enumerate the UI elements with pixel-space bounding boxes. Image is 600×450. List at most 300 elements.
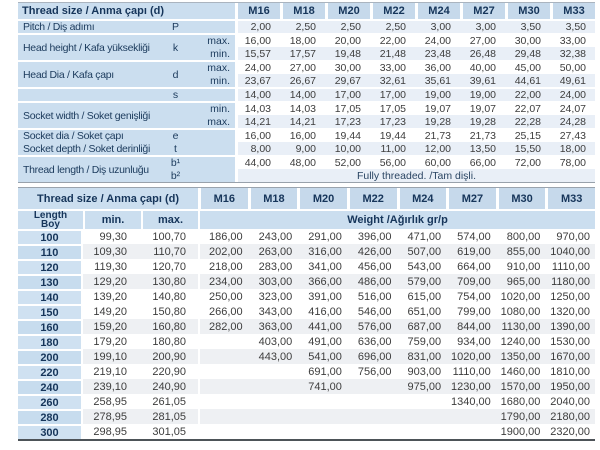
weight-value: 741,00 [297, 379, 347, 394]
length-value: 200 [18, 349, 83, 364]
min-length-value: 258,95 [93, 395, 127, 408]
weight-row-260 [18, 394, 595, 409]
weight-row-130 [18, 274, 595, 289]
weight-value [347, 424, 397, 439]
col-header-m22: M22 [370, 3, 415, 19]
spec-value: 8,00 [235, 142, 280, 155]
weight-value [198, 349, 248, 364]
spec-value: 24,07 [550, 101, 595, 115]
spec-row-label [18, 87, 160, 101]
weight-row-280 [18, 409, 595, 424]
spec-value: 21,73 [415, 128, 460, 142]
spec-value: 17,23 [370, 115, 415, 128]
spec-value: 17,05 [325, 101, 370, 115]
dimension-spec-table [18, 2, 595, 183]
spec-value: 16,00 [235, 33, 280, 47]
weight-value: 756,00 [357, 365, 392, 378]
spec-value: 13,50 [460, 142, 505, 155]
spec-value: 14,21 [235, 115, 280, 128]
max-length-value: 100,70 [152, 230, 187, 243]
min-length-value: 99,30 [99, 230, 127, 243]
weight-value: 1130,00 [496, 319, 546, 334]
spec-value: 27,00 [280, 60, 325, 74]
weight-value: 1900,00 [500, 425, 541, 438]
weight-row-120 [18, 259, 595, 274]
spec-value: 48,00 [280, 155, 325, 169]
weight-value: 1110,00 [452, 365, 491, 378]
spec-subrow-label [191, 128, 235, 142]
weight-value: 1250,00 [550, 290, 591, 303]
weight-value: 546,00 [357, 305, 392, 318]
spec-value: 26,48 [460, 47, 505, 60]
weight-value [198, 379, 248, 394]
spec-row-label: Socket width / Soket genişliği [18, 101, 160, 128]
weight-table [18, 187, 595, 441]
weight-band-header: Weight /Ağırlık gr/p [198, 209, 595, 229]
spec-value: 14,21 [280, 115, 325, 128]
spec-value: 19,28 [460, 115, 505, 128]
weight-value [446, 424, 496, 439]
weight-value: 1110,00 [551, 260, 591, 273]
spec-value: 30,00 [325, 60, 370, 74]
spec-value: 20,00 [325, 33, 370, 47]
spec-value: 10,00 [325, 142, 370, 155]
spec-value: 27,00 [460, 33, 505, 47]
spec-subrow-label: max. [191, 115, 235, 128]
length-value: 160 [18, 319, 83, 334]
weight-value: 664,00 [457, 260, 491, 273]
col-header-m24: M24 [415, 3, 460, 19]
col-header-m30: M30 [505, 3, 550, 19]
weight-value [198, 409, 248, 424]
weight-row-200 [18, 349, 595, 364]
spec-value: 17,57 [280, 47, 325, 60]
spec-value: 24,00 [415, 33, 460, 47]
weight-value: 416,00 [308, 305, 342, 318]
spec-subrow-label: min. [191, 47, 235, 60]
weight-value [297, 424, 347, 439]
weight-value: 263,00 [248, 244, 298, 259]
weight-value: 441,00 [297, 319, 347, 334]
length-value: 280 [18, 409, 83, 424]
spec-value: 52,00 [325, 155, 370, 169]
spec-subrow-label [191, 169, 235, 182]
weight-value: 243,00 [258, 230, 293, 243]
weight-header-row [18, 188, 595, 209]
spec-row-10 [18, 155, 595, 169]
weight-value: 1390,00 [545, 319, 595, 334]
spec-row-3 [18, 60, 595, 74]
weight-value: 1240,00 [500, 335, 541, 348]
spec-value: 21,48 [370, 47, 415, 60]
weight-value: 366,00 [297, 274, 347, 289]
weight-row-150 [18, 304, 595, 319]
weight-value [297, 394, 347, 409]
spec-value: 23,48 [415, 47, 460, 60]
spec-row-label: Head Dia / Kafa çapı [18, 60, 160, 87]
spec-row-6 [18, 101, 595, 115]
spec-value: 23,67 [235, 74, 280, 87]
weight-value: 651,00 [407, 305, 442, 318]
min-length-value: 149,20 [93, 305, 127, 318]
length-column-header [18, 209, 83, 229]
weight-value [198, 394, 248, 409]
weight-value: 910,00 [506, 260, 541, 273]
weight-value [198, 334, 248, 349]
weight-row-110 [18, 244, 595, 259]
length-label-tr: Boy [41, 219, 60, 229]
weight-value: 1340,00 [451, 395, 491, 408]
min-length-value: 298,95 [93, 425, 127, 438]
weight-value: 1530,00 [550, 335, 591, 348]
fully-threaded-note: Fully threaded. /Tam dişli. [235, 169, 595, 182]
length-value: 180 [18, 334, 83, 349]
max-length-value: 150,80 [152, 305, 187, 318]
spec-value: 39,61 [460, 74, 505, 87]
spec-value: 44,00 [235, 155, 280, 169]
spec-symbol: b² [160, 169, 191, 182]
spec-value: 2,00 [235, 19, 280, 33]
weight-value: 619,00 [446, 244, 496, 259]
spec-value: 26,67 [280, 74, 325, 87]
min-length-value: 179,20 [93, 335, 127, 348]
weight-col-header-m33: M33 [545, 188, 595, 209]
min-length-value: 119,30 [94, 260, 127, 273]
spec-value: 3,50 [505, 19, 550, 33]
spec-value: 72,00 [505, 155, 550, 169]
weight-value: 266,00 [198, 304, 248, 319]
max-length-value: 130,80 [141, 274, 198, 289]
weight-value: 1680,00 [500, 395, 541, 408]
weight-value: 303,00 [248, 274, 298, 289]
weight-value: 218,00 [198, 259, 248, 274]
weight-value: 341,00 [308, 260, 342, 273]
spec-value: 21,73 [460, 128, 505, 142]
weight-value: 471,00 [407, 230, 442, 243]
min-length-value: 139,20 [93, 290, 127, 303]
max-length-value: 240,90 [141, 379, 198, 394]
weight-value: 323,00 [258, 290, 293, 303]
spec-value: 60,00 [415, 155, 460, 169]
weight-value: 1810,00 [550, 365, 591, 378]
weight-value: 831,00 [397, 349, 447, 364]
weight-value: 970,00 [556, 230, 591, 243]
weight-value: 1040,00 [545, 244, 595, 259]
weight-value [248, 364, 298, 379]
weight-value: 456,00 [357, 260, 392, 273]
weight-value: 1460,00 [500, 365, 541, 378]
col-header-m16: M16 [235, 3, 280, 19]
weight-value: 696,00 [347, 349, 397, 364]
length-value: 220 [18, 364, 83, 379]
spec-corner-label: Thread size / Anma çapı (d) [18, 3, 235, 19]
weight-value [347, 379, 397, 394]
weight-value: 486,00 [347, 274, 397, 289]
weight-value: 516,00 [357, 290, 392, 303]
max-column-header: max. [141, 209, 198, 229]
spec-subrow-label: min. [191, 101, 235, 115]
col-header-m20: M20 [325, 3, 370, 19]
spec-subrow-label [191, 155, 235, 169]
weight-subheader-row [18, 209, 595, 229]
weight-value: 1670,00 [545, 349, 595, 364]
spec-value: 19,07 [415, 101, 460, 115]
spec-value: 40,00 [460, 60, 505, 74]
spec-value: 18,00 [550, 142, 595, 155]
weight-value: 636,00 [357, 335, 392, 348]
spec-value: 11,00 [370, 142, 415, 155]
spec-value: 14,03 [235, 101, 280, 115]
min-length-value: 159,20 [83, 319, 141, 334]
spec-value: 17,23 [325, 115, 370, 128]
spec-value: 45,00 [505, 60, 550, 74]
spec-symbol: d [160, 60, 191, 87]
weight-table-body [18, 188, 595, 439]
weight-value: 1790,00 [496, 409, 546, 424]
weight-value: 1020,00 [446, 349, 496, 364]
weight-value [248, 424, 298, 439]
weight-value [397, 424, 447, 439]
weight-value: 855,00 [496, 244, 546, 259]
weight-value: 1080,00 [500, 305, 541, 318]
spec-value: 29,67 [325, 74, 370, 87]
spec-symbol: P [160, 19, 191, 33]
weight-value: 1230,00 [446, 379, 496, 394]
weight-col-header-m30: M30 [496, 188, 546, 209]
weight-value: 1950,00 [545, 379, 595, 394]
spec-value: 22,00 [505, 87, 550, 101]
length-value: 300 [18, 424, 83, 439]
weight-value: 2180,00 [545, 409, 595, 424]
spec-value: 24,28 [550, 115, 595, 128]
length-value: 140 [18, 289, 83, 304]
spec-row-9 [18, 142, 595, 155]
spec-row-1 [18, 33, 595, 47]
weight-value: 2040,00 [550, 395, 591, 408]
spec-value: 33,00 [550, 33, 595, 47]
weight-row-300 [18, 424, 595, 439]
spec-row-label: Head height / Kafa yüksekliği [18, 33, 160, 60]
spec-value: 19,07 [460, 101, 505, 115]
col-header-m18: M18 [280, 3, 325, 19]
weight-value: 754,00 [457, 290, 491, 303]
weight-value: 2320,00 [550, 425, 591, 438]
weight-value [248, 379, 298, 394]
spec-symbol: b¹ [160, 155, 191, 169]
length-value: 260 [18, 394, 83, 409]
max-length-value: 180,80 [152, 335, 187, 348]
spec-value: 2,50 [280, 19, 325, 33]
spec-row-0 [18, 19, 595, 33]
weight-value [347, 394, 397, 409]
spec-row-5 [18, 87, 595, 101]
weight-value [397, 409, 447, 424]
weight-value: 759,00 [407, 335, 442, 348]
spec-value: 36,00 [415, 60, 460, 74]
dimension-spec-body [18, 3, 595, 182]
spec-value: 49,61 [550, 74, 595, 87]
spec-value: 24,00 [235, 60, 280, 74]
weight-value [397, 394, 447, 409]
weight-value: 186,00 [198, 229, 248, 244]
weight-value: 799,00 [457, 305, 491, 318]
weight-row-180 [18, 334, 595, 349]
spec-subrow-label: min. [191, 74, 235, 87]
weight-value [347, 409, 397, 424]
spec-symbol: e [160, 128, 191, 142]
max-length-value: 220,90 [152, 365, 187, 378]
spec-value: 14,00 [235, 87, 280, 101]
spec-value: 9,00 [280, 142, 325, 155]
spec-subrow-label [191, 87, 235, 101]
weight-value: 234,00 [198, 274, 248, 289]
max-length-value: 301,05 [152, 425, 187, 438]
spec-value: 19,00 [460, 87, 505, 101]
weight-col-header-m27: M27 [446, 188, 496, 209]
weight-col-header-m20: M20 [297, 188, 347, 209]
max-length-value: 160,80 [141, 319, 198, 334]
spec-row-label: Socket dia / Soket çapı [18, 128, 160, 142]
spec-subrow-label [191, 142, 235, 155]
max-length-value: 200,90 [141, 349, 198, 364]
weight-row-140 [18, 289, 595, 304]
weight-value: 709,00 [446, 274, 496, 289]
spec-value: 29,48 [505, 47, 550, 60]
weight-value: 443,00 [248, 349, 298, 364]
weight-value: 202,00 [198, 244, 248, 259]
weight-corner-label: Thread size / Anma çapı (d) [18, 188, 198, 209]
spec-value: 18,00 [280, 33, 325, 47]
spec-value: 19,44 [370, 128, 415, 142]
weight-value: 579,00 [397, 274, 447, 289]
spec-subrow-label: max. [191, 33, 235, 47]
length-value: 120 [18, 259, 83, 274]
length-value: 130 [18, 274, 83, 289]
weight-value: 687,00 [397, 319, 447, 334]
weight-value [198, 424, 248, 439]
weight-row-160 [18, 319, 595, 334]
spec-value: 19,28 [415, 115, 460, 128]
min-length-value: 109,30 [83, 244, 141, 259]
spec-row-8 [18, 128, 595, 142]
spec-value: 19,44 [325, 128, 370, 142]
weight-value: 1350,00 [496, 349, 546, 364]
spec-value: 22,28 [505, 115, 550, 128]
weight-value: 1020,00 [500, 290, 541, 303]
spec-value: 25,15 [505, 128, 550, 142]
weight-value: 283,00 [258, 260, 293, 273]
weight-value: 316,00 [297, 244, 347, 259]
length-value: 150 [18, 304, 83, 319]
weight-value: 363,00 [248, 319, 298, 334]
weight-value: 934,00 [457, 335, 491, 348]
max-length-value: 140,80 [152, 290, 187, 303]
weight-value: 391,00 [308, 290, 342, 303]
spec-symbol [160, 101, 191, 128]
spec-value: 50,00 [550, 60, 595, 74]
weight-value: 396,00 [357, 230, 392, 243]
weight-value [446, 409, 496, 424]
weight-value: 250,00 [198, 289, 248, 304]
spec-value: 24,00 [550, 87, 595, 101]
spec-value: 32,61 [370, 74, 415, 87]
spec-value: 12,00 [415, 142, 460, 155]
spec-value: 22,07 [505, 101, 550, 115]
max-length-value: 120,70 [152, 260, 187, 273]
weight-value [248, 409, 298, 424]
spec-value: 17,05 [370, 101, 415, 115]
weight-row-220 [18, 364, 595, 379]
spec-value: 15,57 [235, 47, 280, 60]
weight-value: 965,00 [496, 274, 546, 289]
min-length-value: 278,95 [83, 409, 141, 424]
spec-value: 14,00 [280, 87, 325, 101]
weight-value [198, 364, 248, 379]
spec-value: 27,43 [550, 128, 595, 142]
weight-value: 507,00 [397, 244, 447, 259]
spec-value: 19,00 [415, 87, 460, 101]
weight-value: 1570,00 [496, 379, 546, 394]
weight-col-header-m22: M22 [347, 188, 397, 209]
spec-symbol: t [160, 142, 191, 155]
length-label-en: Length [33, 210, 68, 221]
col-header-m33: M33 [550, 3, 595, 19]
weight-value: 343,00 [258, 305, 293, 318]
weight-value: 282,00 [198, 319, 248, 334]
spec-value: 17,00 [370, 87, 415, 101]
spec-value: 16,00 [280, 128, 325, 142]
weight-value: 1180,00 [545, 274, 595, 289]
spec-value: 3,50 [550, 19, 595, 33]
spec-row-label: Thread length / Diş uzunluğu [18, 155, 160, 182]
spec-value: 66,00 [460, 155, 505, 169]
weight-value: 800,00 [506, 230, 541, 243]
spec-row-label: Socket depth / Soket derinliği [18, 142, 160, 155]
col-header-m27: M27 [460, 3, 505, 19]
length-value: 110 [18, 244, 83, 259]
min-column-header: min. [83, 209, 141, 229]
weight-col-header-m18: M18 [248, 188, 298, 209]
spec-value: 30,00 [505, 33, 550, 47]
weight-row-100 [18, 229, 595, 244]
spec-value: 3,00 [460, 19, 505, 33]
spec-symbol: k [160, 33, 191, 60]
spec-value: 3,00 [415, 19, 460, 33]
spec-value: 78,00 [550, 155, 595, 169]
spec-value: 33,00 [370, 60, 415, 74]
spec-value: 2,50 [370, 19, 415, 33]
spec-symbol: s [160, 87, 191, 101]
max-length-value: 261,05 [152, 395, 187, 408]
weight-value [248, 394, 298, 409]
max-length-value: 281,05 [141, 409, 198, 424]
spec-value: 17,00 [325, 87, 370, 101]
length-value: 100 [18, 229, 83, 244]
weight-row-240 [18, 379, 595, 394]
weight-value: 543,00 [407, 260, 442, 273]
spec-value: 15,50 [505, 142, 550, 155]
weight-value: 291,00 [308, 230, 342, 243]
weight-value: 1320,00 [550, 305, 591, 318]
spec-value: 35,61 [415, 74, 460, 87]
weight-value: 491,00 [308, 335, 342, 348]
spec-value: 2,50 [325, 19, 370, 33]
min-length-value: 239,10 [83, 379, 141, 394]
weight-value: 574,00 [457, 230, 491, 243]
spec-subrow-label [191, 19, 235, 33]
weight-value: 691,00 [308, 365, 342, 378]
spec-value: 56,00 [370, 155, 415, 169]
